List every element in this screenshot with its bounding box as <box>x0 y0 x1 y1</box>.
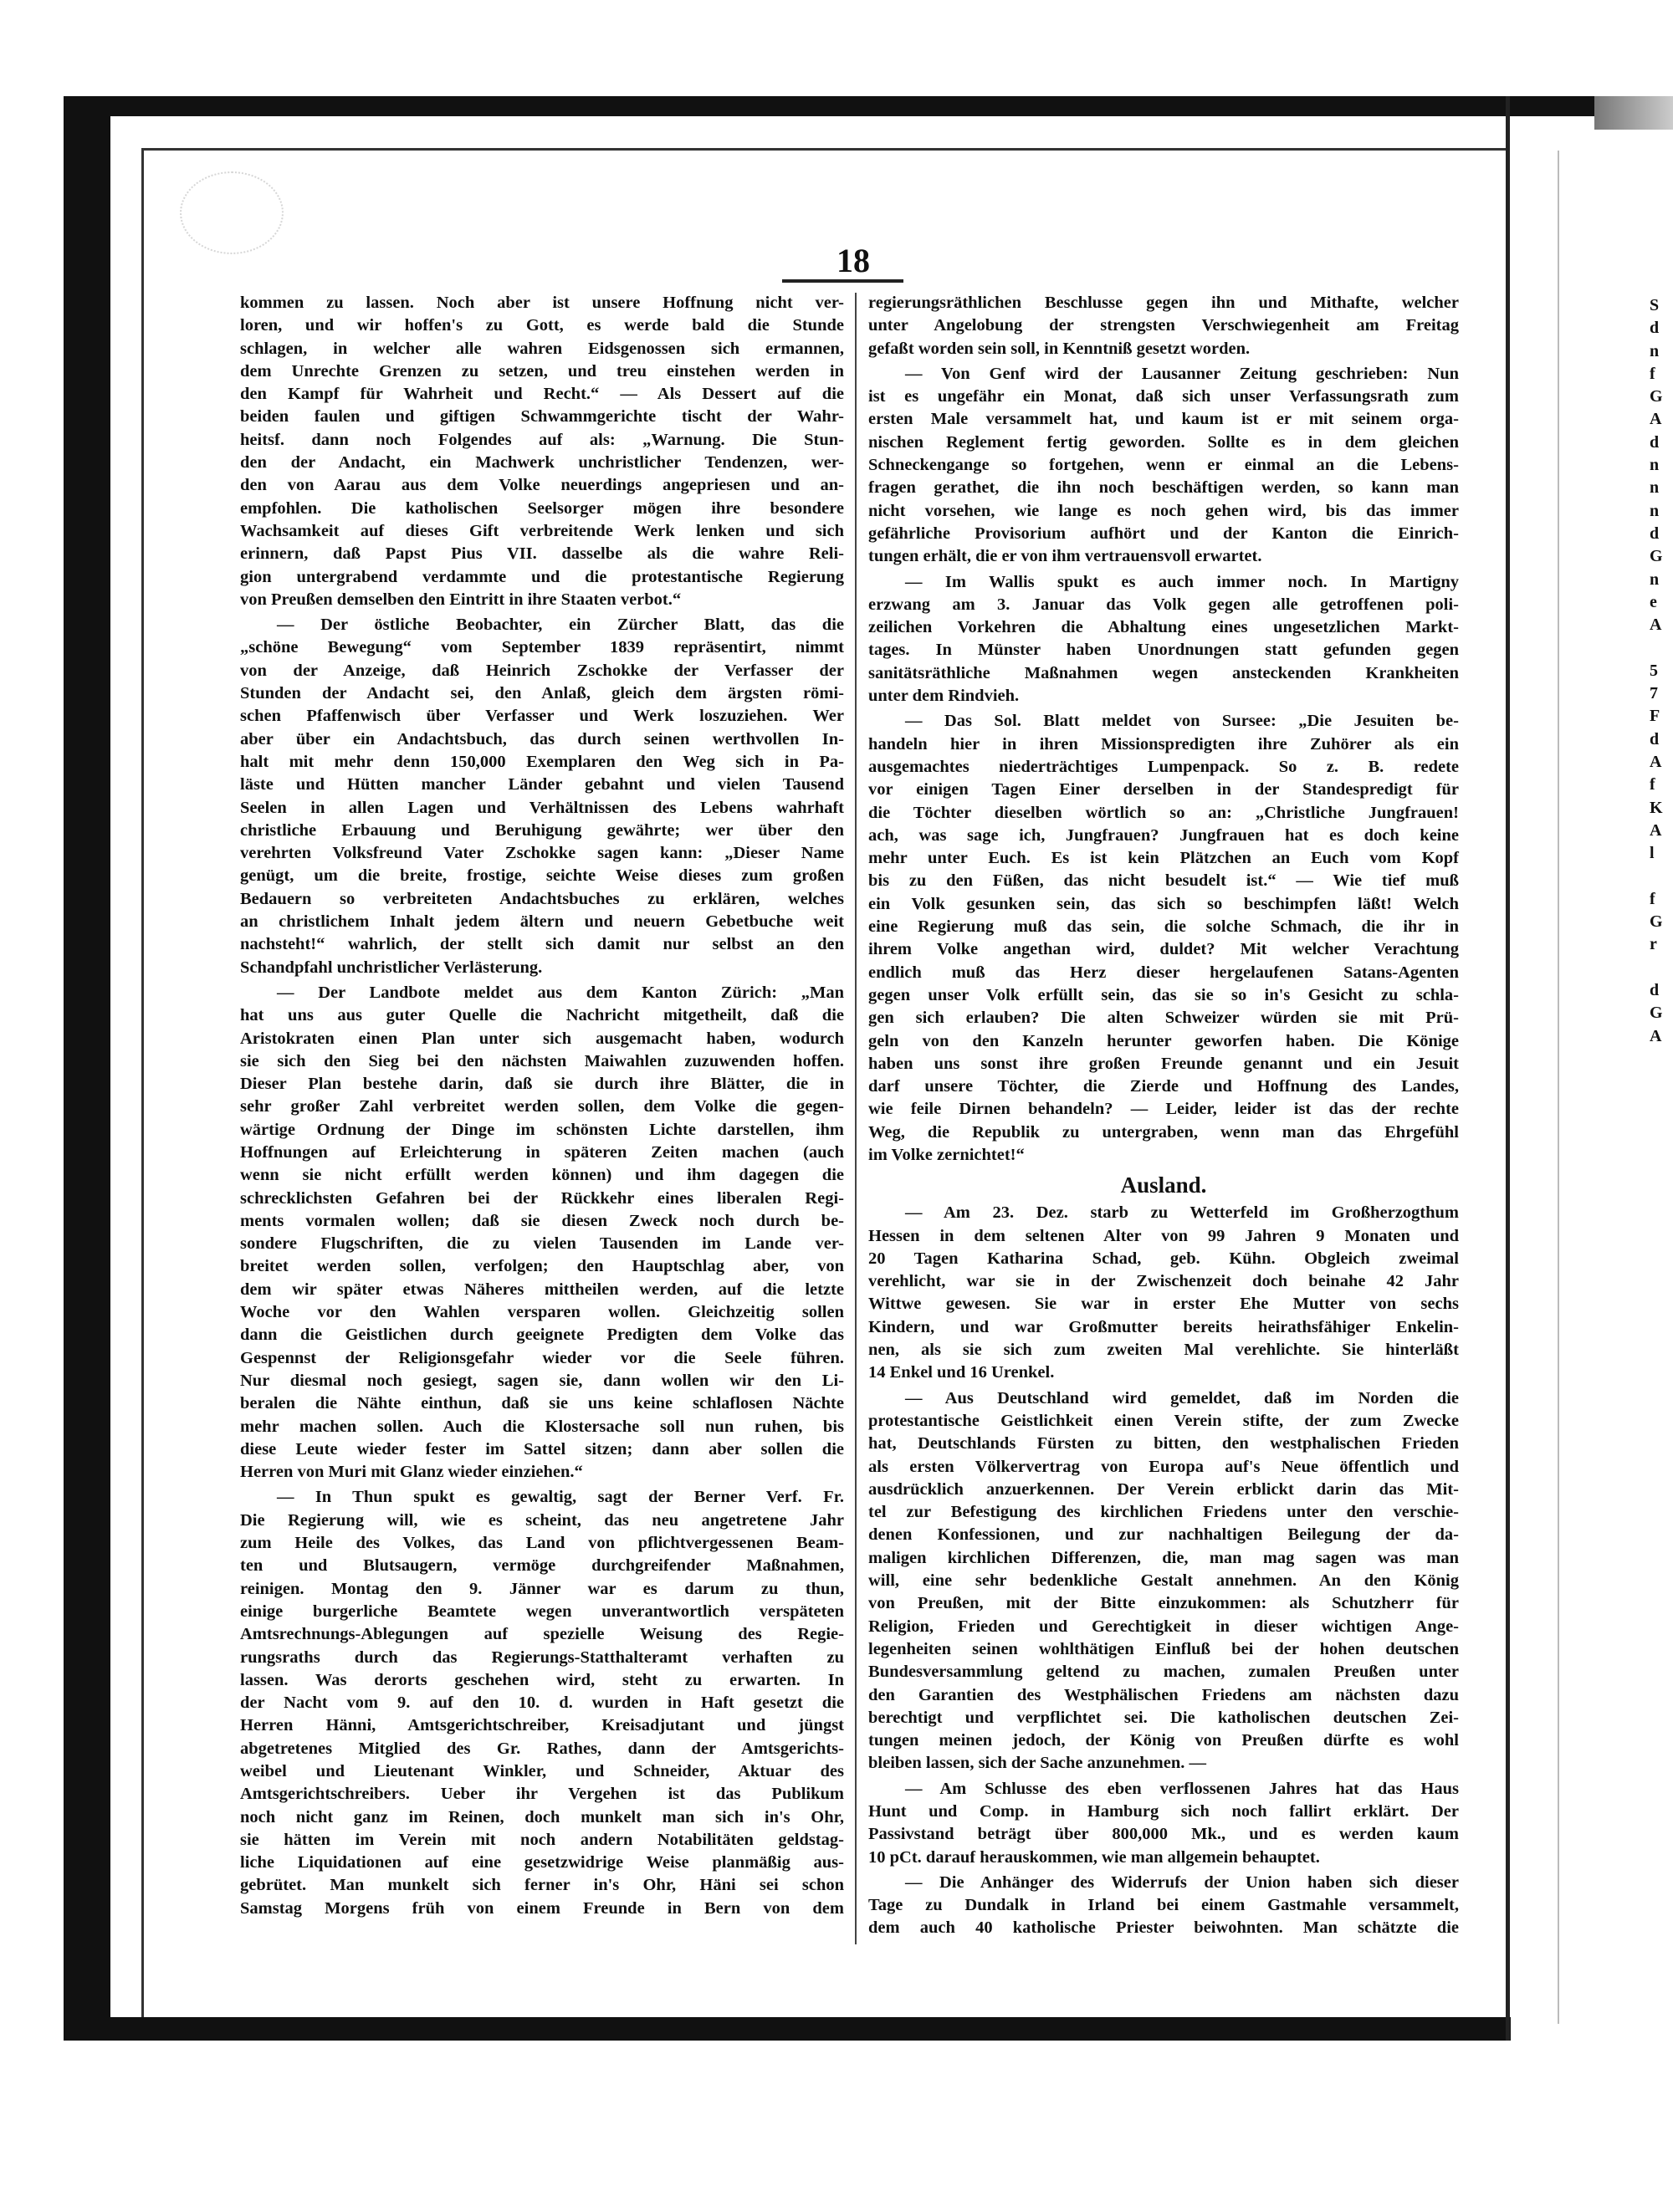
page-number: 18 <box>836 242 870 279</box>
text-line: Passivstand beträgt über 800,000 Mk., und es werden kaum <box>868 1825 1459 1844</box>
text-line: „schöne Bewegung“ vom September 1839 repräsentirt, nimmt <box>240 638 844 657</box>
fragment-letter: n <box>1650 501 1660 520</box>
fragment-letter: d <box>1650 980 1660 999</box>
text-line: die Töchter dieselben wörtlich so an: „Christliche Jungfrauen! <box>868 803 1459 822</box>
column-left <box>240 292 844 1923</box>
text-line: Bedauern so verbreiteten Andachtsbuches zu erklären, welches <box>240 889 844 908</box>
text-line: Woche vor den Wahlen versparen wollen. Gleichzeitig sollen <box>240 1303 844 1322</box>
text-line: ausdrücklich anzuerkennen. Der Verein erblickt darin das Mit- <box>868 1479 1459 1499</box>
text-line: als ersten Völkervertrag von Europa auf's Neue öffentlich und <box>868 1457 1459 1476</box>
fragment-letter: n <box>1650 570 1660 589</box>
fragment-letter: d <box>1650 319 1660 338</box>
text-line: — Von Genf wird der Lausanner Zeitung geschrieben: Nun <box>905 364 1459 383</box>
text-line: — Am Schlusse des eben verflossenen Jahres hat das Haus <box>905 1779 1459 1798</box>
fragment-letter: d <box>1650 524 1660 543</box>
text-line: unter Angelobung der strengsten Verschwiegenheit am Freitag <box>868 316 1459 335</box>
fragment-letter: G <box>1650 547 1663 566</box>
text-line: wärtige Ordnung der Dinge im schönsten Lichte darstellen, ihm <box>240 1120 844 1139</box>
text-line: schrecklichsten Gefahren bei der Rückkehr eines liberalen Regi- <box>240 1188 844 1208</box>
text-line: Herren Hänni, Amtsgerichtschreiber, Kreisadjutant und jüngst <box>240 1716 844 1735</box>
text-line: reinigen. Montag den 9. Jänner war es darum zu thun, <box>240 1579 844 1598</box>
fragment-letter: d <box>1650 729 1660 748</box>
text-line: den der Andacht, ein Machwerk unchristlicher Tendenzen, wer- <box>240 453 844 473</box>
text-line: weibel und Lieutenant Winkler, und Schneider, Aktuar des <box>240 1762 844 1780</box>
article-paragraph <box>240 614 844 979</box>
text-line: ihrem Volke angethan wird, duldet? Mit welcher Verachtung <box>868 940 1459 959</box>
text-line: mehr machen sollen. Auch die Klostersache soll nun ruhen, bis <box>240 1417 844 1436</box>
fragment-letter: e <box>1650 592 1657 611</box>
text-line: maligen kirchlichen Differenzen, die, man mag sagen was man <box>868 1548 1459 1567</box>
text-line: fragen gerathet, die ihn noch beschäftigen werden, so kann man <box>868 478 1459 498</box>
text-line: hat uns aus guter Quelle die Nachricht mitgetheilt, daß die <box>240 1006 844 1025</box>
article-paragraph <box>868 1387 1459 1775</box>
text-line: ments vormalen wollen; daß sie diesen Zweck noch durch be- <box>240 1211 844 1230</box>
fragment-letter: A <box>1650 752 1662 771</box>
text-line: an christlichem Inhalt jedem ältern und neuern Gebetbuche weit <box>240 912 844 932</box>
text-line: einige burgerliche Beamtete wegen unverantwortlich verspäteten <box>240 1602 844 1621</box>
text-line: ten und Blutsaugern, vermöge durchgreifender Maßnahmen, <box>240 1556 844 1576</box>
text-line: Stunden der Andacht sei, den Anlaß, gleich dem ärgsten römi- <box>240 684 844 703</box>
text-line: protestantische Geistlichkeit einen Verein stifte, der zum Zwecke <box>868 1411 1459 1430</box>
text-line: Bundesversammlung geltend zu machen, zumalen Preußen unter <box>868 1663 1459 1682</box>
text-line: gebrütet. Man munkelt sich ferner in's Ohr, Häni sei schon <box>240 1876 844 1895</box>
library-stamp <box>180 171 284 254</box>
scan-border-top-right <box>1594 96 1673 130</box>
fragment-letter: n <box>1650 478 1660 498</box>
fragment-letter: G <box>1650 1004 1663 1023</box>
article-paragraph <box>240 1486 844 1920</box>
text-line: vor einigen Tagen Einer derselben in der Standespredigt für <box>868 780 1459 799</box>
text-line: zum Heile des Volkes, das Land von pflichtvergessenen Beam- <box>240 1534 844 1553</box>
text-line: wie feile Dirnen behandeln? — Leider, leider ist das der rechte <box>868 1100 1459 1119</box>
text-line: handeln hier in ihren Missionspredigten ihre Zuhörer als ein <box>868 734 1459 754</box>
text-line: tungen erhält, die er von ihm vertrauensvoll erwartet. <box>868 547 1262 566</box>
text-line: Weg, die Republik zu untergraben, wenn man das Ehrgefühl <box>868 1122 1459 1142</box>
article-paragraph <box>868 1202 1459 1384</box>
text-line: diese Leute wieder fester im Sattel sitzen; dann aber sollen die <box>240 1439 844 1458</box>
text-line: — Am 23. Dez. starb zu Wetterfeld im Großherzogthum <box>905 1203 1459 1223</box>
text-line: bis zu den Füßen, das nicht besudelt ist.“ — Wie tief muß <box>868 871 1459 891</box>
text-line: Samstag Morgens früh von einem Freunde in Bern von dem <box>240 1898 844 1918</box>
text-line: Wittwe gewesen. Sie war in erster Ehe Mutter von sechs <box>868 1295 1459 1314</box>
text-line: gefährliche Provisorium aufhört und der Kanton die Einrich- <box>868 524 1459 543</box>
article-paragraph <box>868 292 1459 360</box>
text-line: will, eine sehr bedenkliche Gestalt annehmen. An den König <box>868 1571 1459 1591</box>
fragment-letter: f <box>1650 364 1655 383</box>
text-line: Kindern, und war Großmutter bereits heirathsfähiger Enkelin- <box>868 1317 1459 1336</box>
text-line: loren, und wir hoffen's zu Gott, es werde bald die Stunde <box>240 316 844 335</box>
adjacent-page-fragments <box>1650 294 1673 1048</box>
section-heading: Ausland. <box>1120 1172 1207 1198</box>
fragment-letter: A <box>1650 820 1662 840</box>
article-paragraph <box>868 363 1459 569</box>
text-line: denen Konfessionen, und zur nachhaltigen Beilegung der da- <box>868 1525 1459 1545</box>
text-line: schen Pfaffenwisch über Verfasser und Werk loszuziehen. Wer <box>240 707 844 726</box>
text-line: haben uns sonst ihre großen Freunde genannt und ein Jesuit <box>868 1054 1459 1073</box>
text-line: — Im Wallis spukt es auch immer noch. In Martigny <box>905 572 1459 591</box>
text-line: erinnern, daß Papst Pius VII. dasselbe als die wahre Reli- <box>240 544 844 564</box>
text-line: Religion, Frieden und Gerechtigkeit in dieser wichtigen Ange- <box>868 1617 1459 1636</box>
frame-line-top <box>141 148 1507 151</box>
text-line: Hessen in dem seltenen Alter von 99 Jahren 9 Monaten und <box>868 1226 1459 1245</box>
text-line: genügt, um die breite, frostige, seichte Weise dieses zum großen <box>240 866 844 886</box>
text-line: bleiben lassen, sich der Sache anzunehmen. — <box>868 1754 1206 1773</box>
fragment-letter <box>1650 957 1673 979</box>
text-line: tungen meinen jedoch, der König von Preußen dürfte es wohl <box>868 1731 1459 1750</box>
fragment-letter: F <box>1650 707 1660 726</box>
text-line: schlagen, in welcher alle wahren Eidsgenossen sich ermannen, <box>240 339 844 358</box>
page-number-rule <box>782 279 903 283</box>
scan-border-left <box>64 96 110 2041</box>
text-line: im Volke zernichtet!“ <box>868 1145 1025 1164</box>
fragment-letter: r <box>1650 935 1657 954</box>
text-line: beralen die Nähte einthun, daß sie uns keine schlaflosen Nächte <box>240 1394 844 1413</box>
text-line: Amtsgerichtschreibers. Ueber ihr Vergehen ist das Publikum <box>240 1785 844 1804</box>
text-line: von Preußen, mit der Bitte einzukommen: als Schutzherr für <box>868 1594 1459 1613</box>
fragment-letter: A <box>1650 1026 1662 1045</box>
text-line: heitsf. dann noch Folgendes auf als: „Warnung. Die Stun- <box>240 430 844 449</box>
text-line: lassen. Was derorts geschehen wird, steht zu erwarten. In <box>240 1670 844 1689</box>
fragment-letter <box>1650 865 1673 887</box>
text-line: abgetretenes Mitglied des Gr. Rathes, dann der Amtsgerichts- <box>240 1739 844 1758</box>
text-line: hat, Deutschlands Fürsten zu bitten, den westphalischen Frieden <box>868 1434 1459 1453</box>
text-line: sondere Flugschriften, die zu vielen Tausenden im Lande ver- <box>240 1234 844 1254</box>
article-paragraph <box>868 1872 1459 1940</box>
text-line: nischen Reglement fertig geworden. Sollte es in dem gleichen <box>868 432 1459 452</box>
text-line: von Preußen demselben den Eintritt in ihre Staaten verbot.“ <box>240 590 682 609</box>
text-line: tel zur Befestigung des kirchlichen Friedens unter den verschie- <box>868 1503 1459 1522</box>
text-line: regierungsräthlichen Beschlusse gegen ihn und Mithafte, welcher <box>868 294 1459 312</box>
text-line: nen, als sie sich zum zweiten Mal verehlichte. Sie hinterläßt <box>868 1341 1459 1360</box>
fragment-letter: l <box>1650 844 1655 863</box>
fragment-letter: 5 <box>1650 661 1658 680</box>
column-right <box>868 292 1459 1943</box>
text-line: Schandpfahl unchristlicher Verlästerung. <box>240 958 543 977</box>
fragment-letter: G <box>1650 387 1663 406</box>
article-paragraph <box>240 292 844 611</box>
text-line: halt mit mehr denn 150,000 Exemplaren den Weg sich in Pa- <box>240 752 844 771</box>
text-line: sanitätsräthliche Maßnahmen wegen ansteckenden Krankheiten <box>868 663 1459 682</box>
text-line: aber über ein Andachtsbuch, das durch seinen werthvollen In- <box>240 729 844 748</box>
text-line: nachsteht!“ wahrlich, der stellt sich damit nur selbst an den <box>240 935 844 954</box>
fragment-letter: K <box>1650 798 1663 817</box>
text-line: dem Unrechte Grenzen zu setzen, und treu einstehen werden in <box>240 361 844 381</box>
text-line: Hunt und Comp. in Hamburg sich noch fallirt erklärt. Der <box>868 1802 1459 1821</box>
fragment-letter: G <box>1650 912 1663 932</box>
text-line: den von Aarau aus dem Volke neuerdings angepriesen und an- <box>240 476 844 495</box>
text-line: wenn sie nicht erfüllt werden können) und ihm dagegen die <box>240 1166 844 1185</box>
fragment-letter: S <box>1650 296 1660 314</box>
text-line: dann die Geistlichen durch geeignete Predigten dem Volke das <box>240 1326 844 1345</box>
text-line: den Garantien des Westphälischen Friedens am nächsten dazu <box>868 1685 1459 1704</box>
text-line: verehlicht, war sie in der Zwischenzeit doch beinahe 42 Jahr <box>868 1272 1459 1291</box>
text-line: ersten Male versammelt hat, und kaum ist er mit seinem orga- <box>868 410 1459 429</box>
text-line: unter dem Rindvieh. <box>868 687 1020 706</box>
text-line: ach, was sage ich, Jungfrauen? Jungfrauen hat es doch keine <box>868 825 1459 845</box>
text-line: verehrten Volksfreund Vater Zschokke sagen kann: „Dieser Name <box>240 844 844 863</box>
text-line: Amtsrechnungs-Ablegungen auf spezielle Weisung des Regie- <box>240 1625 844 1644</box>
text-line: ein Volk gesunken sein, das sich so beschimpfen läßt! Welch <box>868 894 1459 913</box>
text-line: Tage zu Dundalk in Irland bei einem Gastmahle versammelt, <box>868 1896 1459 1915</box>
text-line: von der Anzeige, daß Heinrich Zschokke der Verfasser der <box>240 661 844 680</box>
text-line: Hoffnungen auf Erleichterung in späteren Zeiten machen (auch <box>240 1142 844 1162</box>
text-line: kommen zu lassen. Noch aber ist unsere Hoffnung nicht ver- <box>240 294 844 312</box>
fragment-letter: A <box>1650 410 1662 429</box>
text-line: empfohlen. Die katholischen Seelsorger mögen ihre besondere <box>240 498 844 518</box>
fragment-letter: d <box>1650 432 1660 452</box>
text-line: Seelen in allen Lagen und Verhältnissen des Lebens wahrhaft <box>240 798 844 817</box>
page-edge-line <box>1558 151 1559 2024</box>
text-line: gion untergrabend verdammte und die protestantische Regierung <box>240 567 844 586</box>
text-line: noch nicht ganz im Reinen, doch munkelt man sich in's Ohr, <box>240 1807 844 1826</box>
text-line: — Der östliche Beobachter, ein Zürcher Blatt, das die <box>277 616 844 635</box>
text-line: gen sich erlauben? Die alten Schweizer würden sie mit Prü- <box>868 1009 1459 1028</box>
text-line: Dieser Plan bestehe darin, daß sie durch ihre Blätter, die in <box>240 1075 844 1094</box>
fragment-letter: f <box>1650 775 1655 794</box>
text-line: Wachsamkeit auf dieses Gift verbreitende Werk lenken und sich <box>240 521 844 540</box>
text-line: nicht vorsehen, wie lange es noch gehen wird, bis das immer <box>868 501 1459 520</box>
text-line: — Die Anhänger des Widerrufs der Union haben sich dieser <box>905 1872 1459 1892</box>
text-line: 20 Tagen Katharina Schad, geb. Kühn. Obgleich zweimal <box>868 1249 1459 1268</box>
text-line: Schneckengange so fortgehen, wenn er einmal an die Lebens- <box>868 456 1459 475</box>
text-line: gegen unser Volk erfüllt sein, das sie so in's Gesicht zu schla- <box>868 985 1459 1004</box>
text-line: geln von den Kanzeln herunter geworfen haben. Die Könige <box>868 1031 1459 1050</box>
text-line: Herren von Muri mit Glanz wieder einziehen.“ <box>240 1463 583 1482</box>
text-line: Die Regierung will, wie es scheint, das neu angetretene Jahr <box>240 1510 844 1530</box>
text-line: endlich muß das Herz dieser hergelaufenen Satans-Agenten <box>868 963 1459 982</box>
article-paragraph <box>868 710 1459 1167</box>
text-line: Aristokraten einen Plan unter sich ausgemacht haben, wodurch <box>240 1029 844 1048</box>
fragment-letter: n <box>1650 456 1660 475</box>
column-divider <box>855 293 857 1944</box>
text-line: breitet werden sollen, verfolgen; den Hauptschlag aber, von <box>240 1257 844 1276</box>
text-line: gefaßt worden sein soll, in Kenntniß gesetzt worden. <box>868 339 1251 358</box>
text-line: mehr unter Euch. Es ist kein Plätzchen an Euch vom Kopf <box>868 849 1459 868</box>
text-line: erzwang am 3. Januar das Volk gegen alle getroffenen poli- <box>868 595 1459 614</box>
text-line: Nur diesmal noch gesiegt, sagen sie, dann wollen wir den Li- <box>240 1371 844 1390</box>
text-line: sie hätten im Verein mit noch andern Notabilitäten geldstag- <box>240 1830 844 1849</box>
article-paragraph <box>240 982 844 1484</box>
text-line: dem wir später etwas Näheres mittheilen werden, auf die letzte <box>240 1280 844 1299</box>
scan-border-top <box>64 96 1594 116</box>
article-paragraph <box>868 1778 1459 1869</box>
text-line: der Nacht vom 9. auf den 10. d. wurden in Haft gesetzt die <box>240 1693 844 1713</box>
text-line: rungsraths durch das Regierungs-Statthalteramt verhaften zu <box>240 1648 844 1667</box>
frame-line-right <box>1506 96 1510 2041</box>
text-line: berechtigt und verpflichtet sei. Die katholischen deutschen Zei- <box>868 1708 1459 1727</box>
text-line: legenheiten seinen wohlthätigen Einfluß bei der hohen deutschen <box>868 1639 1459 1658</box>
fragment-letter: 7 <box>1650 684 1658 703</box>
text-line: eine Regierung muß das sein, die solche Schmach, die ihr in <box>868 917 1459 937</box>
text-line: sie sich den Sieg bei den nächsten Maiwahlen zuzuwenden hoffen. <box>240 1051 844 1070</box>
text-line: zeilichen Vorkehren die Abhaltung eines ungesetzlichen Markt- <box>868 618 1459 637</box>
text-line: liche Liquidationen auf eine gesetzwidrige Weise planmäßig aus- <box>240 1853 844 1872</box>
fragment-letter: n <box>1650 341 1660 360</box>
text-line: läste und Hütten mancher Länder gebahnt und vielen Tausend <box>240 775 844 794</box>
article-paragraph <box>868 571 1459 708</box>
text-line: tages. In Münster haben Unordnungen statt gefunden gegen <box>868 641 1459 660</box>
fragment-letter: A <box>1650 616 1662 635</box>
text-line: — Der Landbote meldet aus dem Kanton Zürich: „Man <box>277 983 844 1002</box>
text-line: christliche Erbauung und Beruhigung gewährte; wer über den <box>240 820 844 840</box>
text-line: beiden faulen und giftigen Schwammgerichte tischt der Wahr- <box>240 407 844 427</box>
scan-border-bottom <box>64 2017 1511 2041</box>
text-line: 14 Enkel und 16 Urenkel. <box>868 1363 1055 1382</box>
text-line: ausgemachtes niederträchtiges Lumpenpack. So z. B. redete <box>868 757 1459 776</box>
text-line: — In Thun spukt es gewaltig, sagt der Berner Verf. Fr. <box>277 1488 844 1507</box>
text-line: — Das Sol. Blatt meldet von Sursee: „Die Jesuiten be- <box>905 712 1459 731</box>
text-line: ist es ungefähr ein Monat, daß sich unser Verfassungsrath zum <box>868 387 1459 406</box>
text-line: — Aus Deutschland wird gemeldet, daß im Norden die <box>905 1388 1459 1407</box>
text-line: dem auch 40 katholische Priester beiwohnten. Man schätzte die <box>868 1918 1459 1938</box>
text-line: sehr großer Zahl verbreitet werden sollen, dem Volke die gegen- <box>240 1097 844 1116</box>
text-line: 10 pCt. darauf herauskommen, wie man allgemein behauptet. <box>868 1847 1320 1867</box>
fragment-letter <box>1650 636 1673 659</box>
text-line: Gespennst der Religionsgefahr wieder vor die Seele führen. <box>240 1348 844 1367</box>
text-line: den Kampf für Wahrheit und Recht.“ — Als Dessert auf die <box>240 385 844 404</box>
frame-line-left <box>141 148 144 2017</box>
text-line: darf unsere Töchter, die Zierde und Hoffnung des Landes, <box>868 1077 1459 1096</box>
fragment-letter: f <box>1650 889 1655 908</box>
